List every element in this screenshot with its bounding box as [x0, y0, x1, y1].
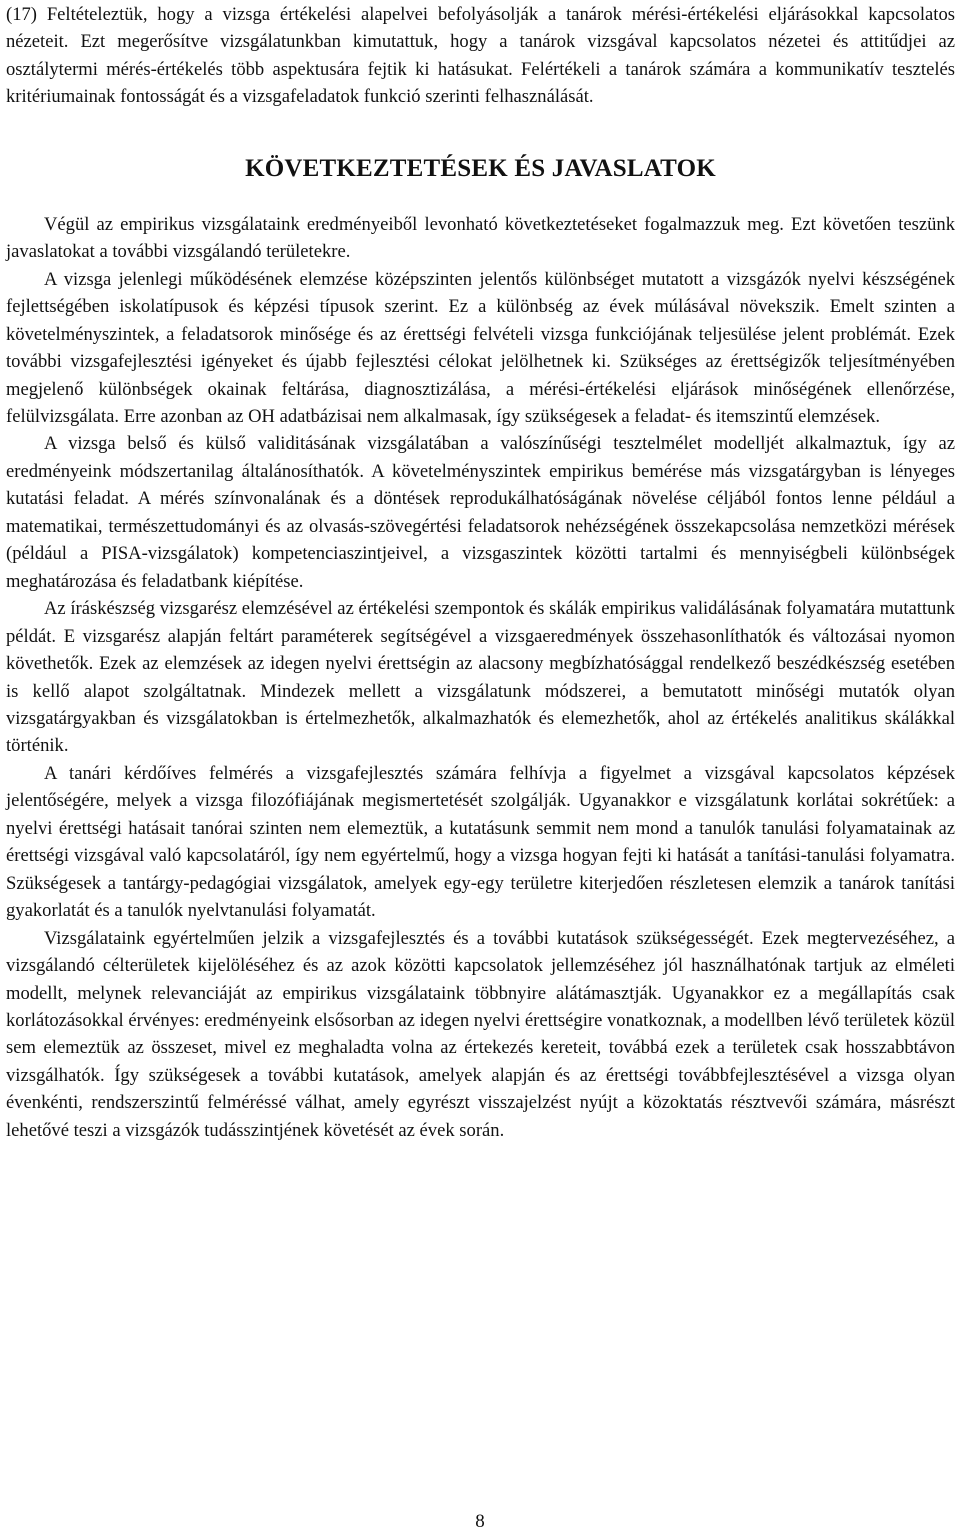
- body-paragraph: A tanári kérdőíves felmérés a vizsgafejlesztés számára felhívja a figyelmet a vizsgával kapcsolatos képzések jelentőségére, melyek a vizsga filozófiájának megismertetését szolgálják. Ugyanakkor e vizsgálatunk korlátai sokrétűek: a nyelvi érettségi hatásait tanórai szinten nem elemeztük, a kutatásunk semmit nem mond a tanulók tanulási folyamatainak az érettségi vizsgával való kapcsolatáról, így nem egyértelmű, hogy a vizsga hogyan fejti ki hatását a tanítási-tanulási folyamatra. Szükségesek a tantárgy-pedagógiai vizsgálatok, amelyek egy-egy területre kiterjedően részletesen elemzik a tanárok tanítási gyakorlatát és a tanulók nyelvtanulási folyamatát.: [6, 762, 955, 922]
- body-paragraph: A vizsga belső és külső validitásának vizsgálatában a valószínűségi tesztelmélet modelljét alkalmaztuk, így az eredményeink módszertanilag általánosíthatók. A követelményszintek empirikus bemérése más vizsgatárgyban is lényeges kutatási feladat. A mérés színvonalának és a döntések reprodukálhatóságának növelése céljából fontos lenne például a matematikai, természettudományi és az olvasás-szövegértési feladatsorok nehézségének összekapcsolása nemzetközi mérések (például a PISA-vizsgálatok) kompetenciaszintjeivel, a vizsgaszintek közötti tartalmi és mennyiségbeli különbségek meghatározása és feladatbank kiépítése.: [6, 433, 955, 592]
- body-paragraph: Az íráskészség vizsgarész elemzésével az értékelési szempontok és skálák empirikus validálásának folyamatára mutattunk példát. E vizsgarész alapján feltárt paraméterek segítségével a vizsgaeredmények összehasonlíthatók és változásai nyomon követhetők. Ezek az elemzések az idegen nyelvi érettségin az alacsony megbízhatósággal rendelkező beszédkészség esetében is kellő alapot szolgáltatnak. Mindezek mellett a vizsgálatunk módszerei, a bemutatott minőségi mutatók olyan vizsgatárgyakban és vizsgálatokban is értelmezhetők, alkalmazhatók és elemezhetők, ahol az értékelés analitikus skálákkal történik.: [6, 598, 955, 757]
- body-paragraph: A vizsga jelenlegi működésének elemzése középszinten jelentős különbséget mutatott a vizsgázók nyelvi készségének fejlettségében iskolatípusok és képzési típusok szerint. Ez a különbség az évek múlásával növekszik. Emelt szinten a követelményszintek, a feladatsorok minősége és az érettségi felvételi vizsga funkciójának teljesülése jelent problémát. Ezek további vizsgafejlesztési igényeket és újabb fejlesztési célokat jelölhetnek ki. Szükséges az érettségizők teljesítményében megjelenő különbségek okainak feltárása, diagnosztizálása, a mérési-értékelési eljárások minőségének ellenőrzése, felülvizsgálata. Erre azonban az OH adatbázisai nem alkalmasak, így szükségesek a feladat- és itemszintű elemzések.: [6, 268, 955, 427]
- section-heading: KÖVETKEZTETÉSEK ÉS JAVASLATOK: [245, 154, 716, 182]
- intro-paragraph: (17) Feltételeztük, hogy a vizsga értékelési alapelvei befolyásolják a tanárok mérési-értékelési eljárásokkal kapcsolatos nézeteit. Ezt megerősítve vizsgálatunkban kimutattuk, hogy a tanárok vizsgával kapcsolatos nézetei és attitűdjei az osztálytermi mérés-értékelés több aspektusára fejtik ki hatásukat. Felértékeli a tanárok számára a kommunikatív tesztelés kritériumainak fontosságát és a vizsgafeladatok funkció szerinti felhasználását.: [6, 4, 955, 108]
- body-paragraph: Vizsgálataink egyértelműen jelzik a vizsgafejlesztés és a további kutatások szükségességét. Ezek megtervezéséhez, a vizsgálandó célterületek kijelöléséhez és az azok közötti kapcsolatok jellemzéséhez jól használhatónak tartjuk az elméleti modellt, melynek relevanciáját az empirikus vizsgálataink többnyire alátámasztják. Ugyanakkor ez a megállapítás csak korlátozásokkal érvényes: eredményeink elsősorban az idegen nyelvi érettségire vonatkoznak, a modellben lévő területek közül sem elemeztük az összeset, mivel ez meghaladta volna az értekezés kereteit, továbbá ezek a területek csak hosszabbtávon vizsgálhatók. Így szükségesek a további kutatások, amelyek alapján és az érettségi továbbfejlesztésével a vizsga olyan évenkénti, rendszerszintű felméréssé válhat, amely egyrészt visszajelzést nyújt a közoktatás résztvevői számára, másrészt lehetővé teszi a vizsgázók tudásszintjének követését az évek során.: [6, 927, 955, 1141]
- page-number: 8: [475, 1511, 485, 1532]
- document-page: [6, 1, 955, 1144]
- body-paragraph: Végül az empirikus vizsgálataink eredményeiből levonható következtetéseket fogalmazzuk meg. Ezt követően teszünk javaslatokat a további vizsgálandó területekre.: [6, 213, 955, 263]
